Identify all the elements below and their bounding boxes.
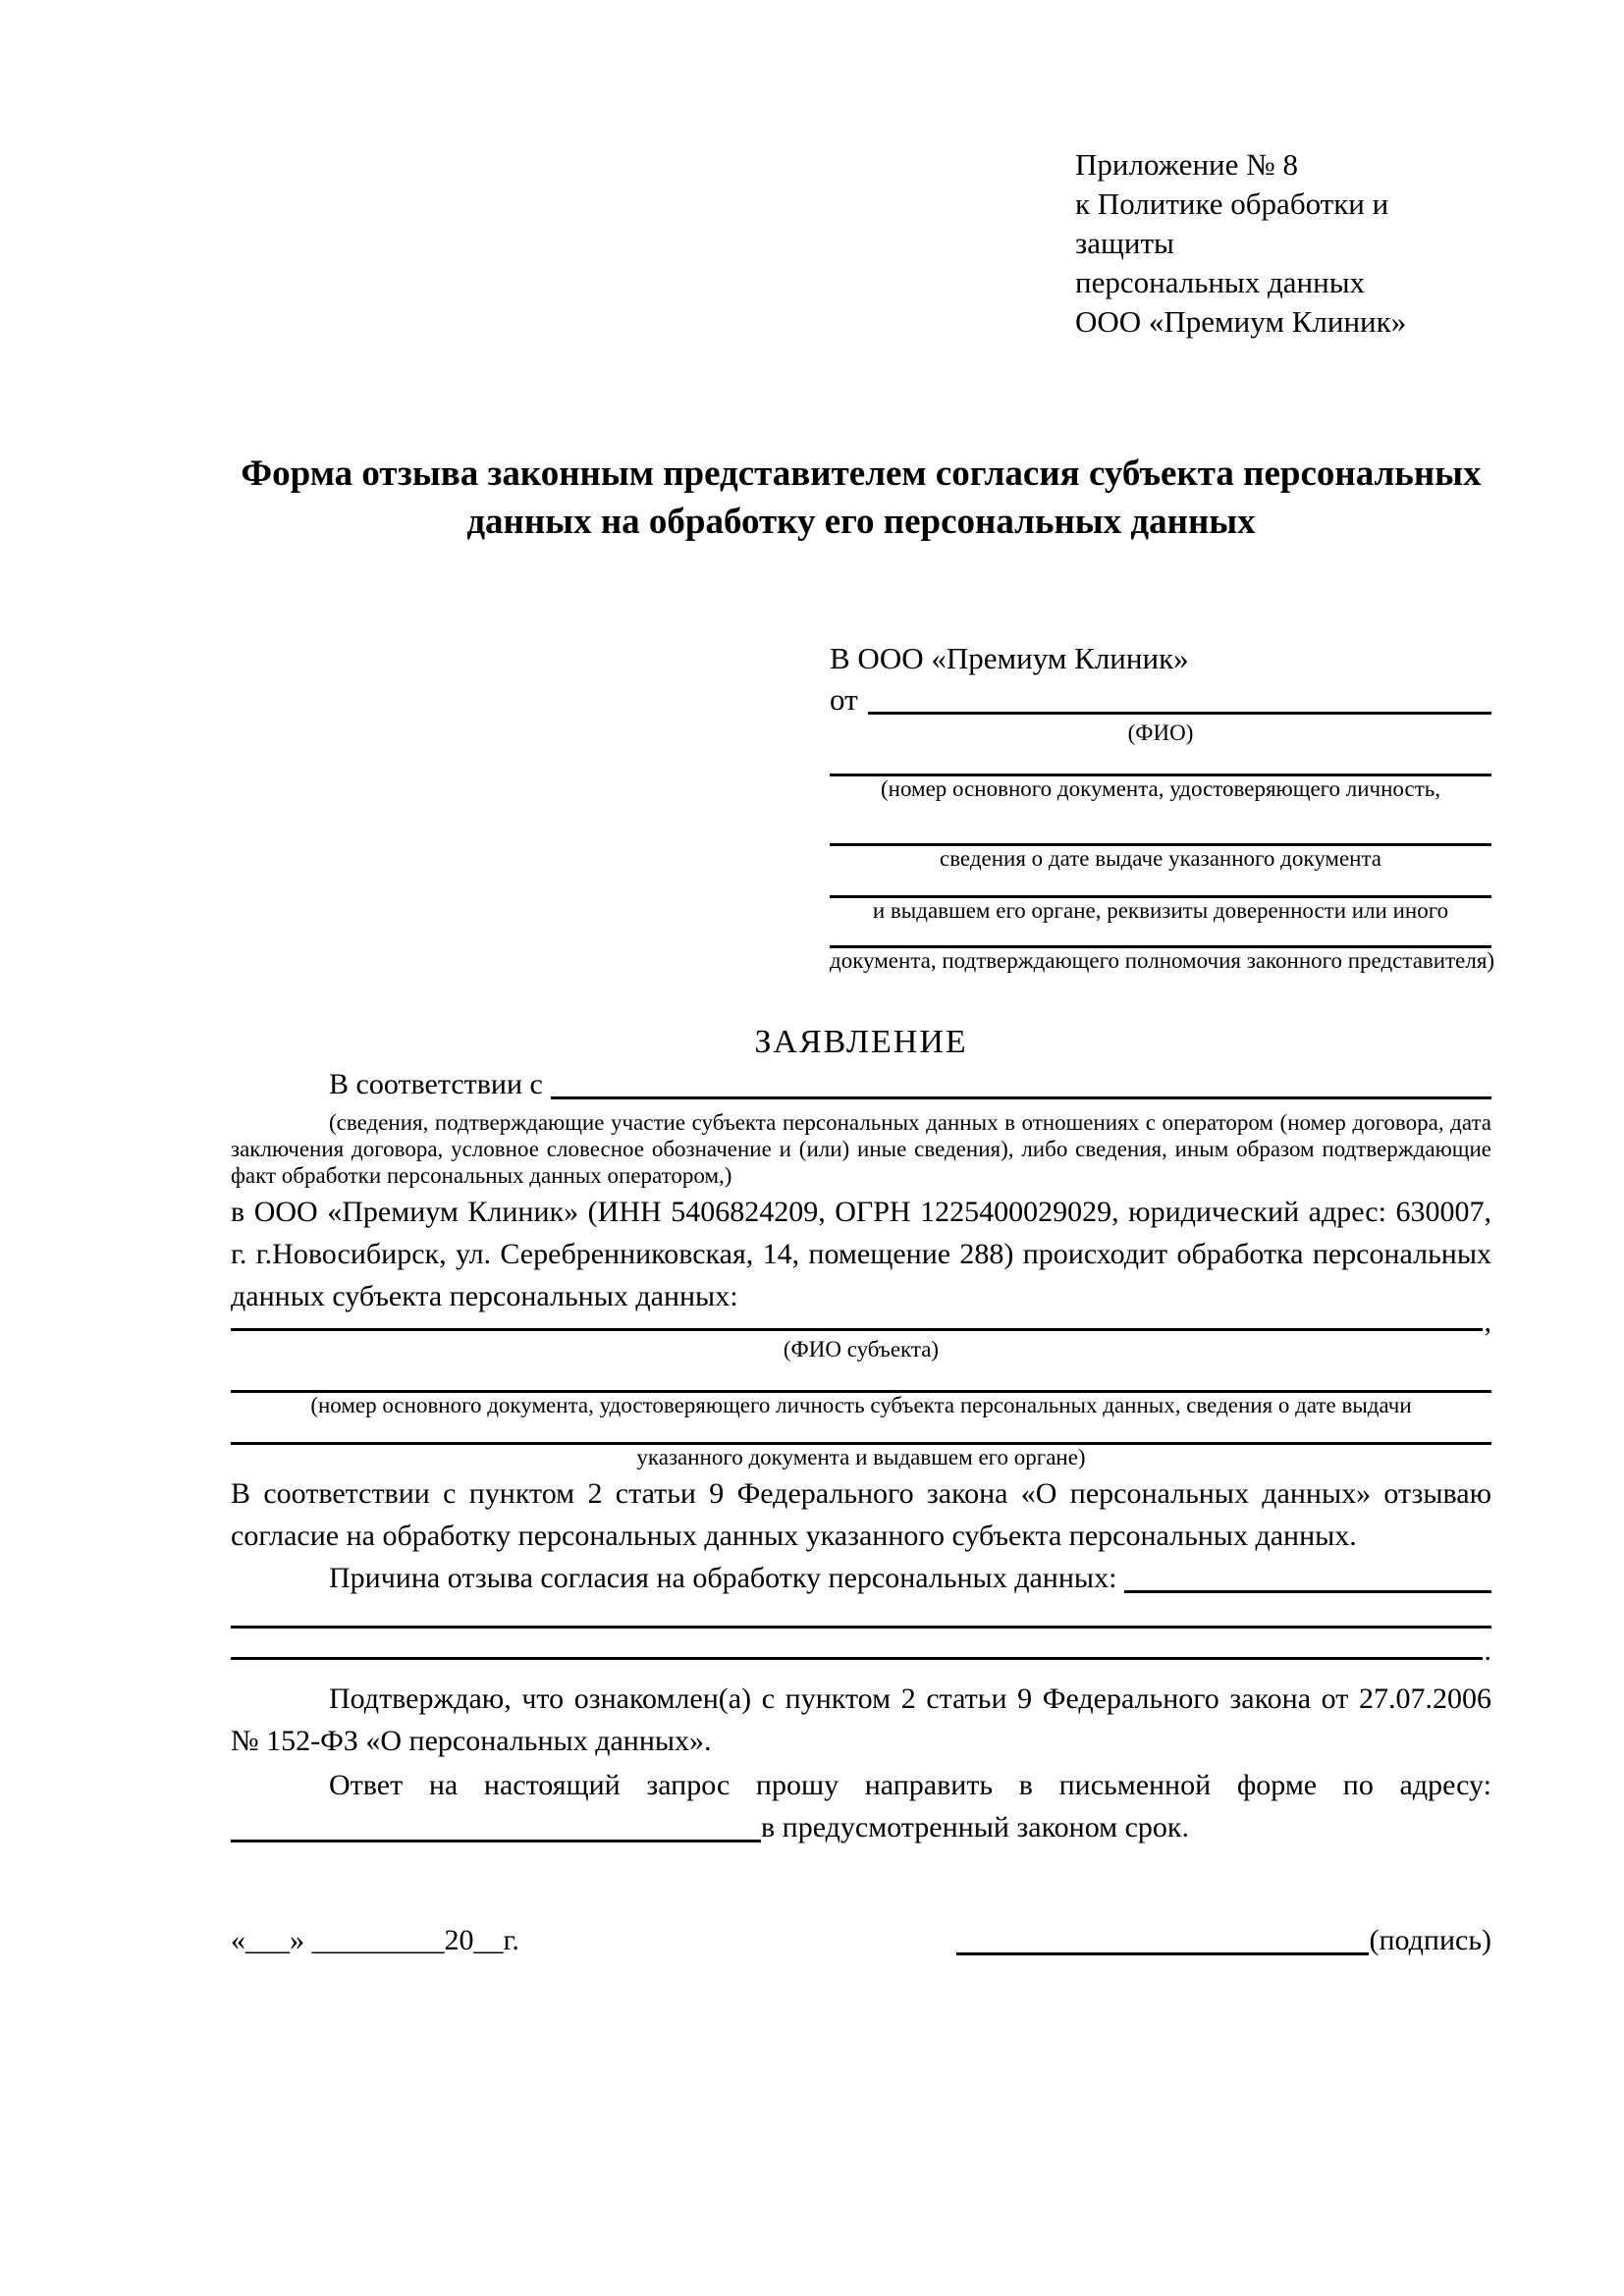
basis-row [231, 1063, 1491, 1105]
date-blank: «___» _________20__г. [231, 1924, 519, 1956]
basis-label: В соответствии с [329, 1068, 543, 1100]
annex-line: персональных данных [1075, 265, 1366, 299]
subject-document-blank-line [231, 1362, 1491, 1393]
reason-label: Причина отзыва согласия на обработку персональных данных: [329, 1562, 1117, 1594]
authority-document-blank-line [830, 924, 1491, 948]
trailing-comma: , [1484, 1306, 1491, 1338]
from-row [830, 679, 1491, 721]
trailing-period: . [1484, 1634, 1491, 1667]
footer-row [231, 1919, 1491, 1961]
operator-paragraph: в ООО «Премиум Клиник» (ИНН 5406824209, ОГРН 1225400029029, юридический адрес: 630007, г. г.Новосибирск, ул. Серебренниковская, 14, помещение 288) происходит обработка персональных данных субъекта персональных данных: [231, 1196, 1491, 1312]
annex-line: к Политике обработки и защиты [1075, 187, 1389, 260]
document-number-caption: (номер основного документа, удостоверяющего личность, [880, 776, 1440, 801]
subject-issuer-blank-line [231, 1418, 1491, 1445]
signature-blank-line [956, 1952, 1369, 1955]
reason-blank-line-2 [231, 1600, 1491, 1629]
reply-tail: в предусмотренный законом срок. [761, 1811, 1189, 1843]
subject-issuer-caption: указанного документа и выдавшем его органе) [636, 1445, 1086, 1469]
issue-date-caption: сведения о дате выдаче указанного документа [939, 846, 1382, 871]
addressee-to: В ООО «Премиум Клиник» [830, 641, 1189, 675]
annex-header [1075, 145, 1491, 342]
signature-caption: (подпись) [1369, 1924, 1491, 1956]
document-title: Форма отзыва законным представителем согласия субъекта персональных данных на обработку его персональных данных [241, 454, 1482, 542]
issuing-authority-caption: и выдавшем его органе, реквизиты доверенности или иного [872, 898, 1449, 923]
issue-date-blank-line [830, 802, 1491, 846]
addressee-block [830, 638, 1495, 974]
document-number-blank-line [830, 746, 1491, 776]
withdrawal-paragraph: В соответствии с пунктом 2 статьи 9 Федерального закона «О персональных данных» отзываю согласие на обработку персональных данных указанного субъекта персональных данных. [231, 1477, 1491, 1552]
reason-blank-line-3-rule [231, 1657, 1483, 1660]
statement-heading: ЗАЯВЛЕНИЕ [754, 1024, 968, 1060]
reason-blank-line-3 [231, 1629, 1491, 1666]
authority-document-caption: документа, подтверждающего полномочия законного представителя) [830, 948, 1495, 973]
subject-document-caption: (номер основного документа, удостоверяющего личность субъекта персональных данных, сведения о дате выдачи [310, 1393, 1412, 1417]
address-blank-line [231, 1806, 761, 1842]
basis-blank-line [551, 1063, 1491, 1099]
subject-fio-caption: (ФИО субъекта) [783, 1337, 940, 1362]
subject-fio-row [231, 1306, 1491, 1338]
annex-line: Приложение № 8 [1075, 147, 1298, 182]
reason-row [231, 1557, 1491, 1599]
from-label: от [830, 682, 858, 717]
signature-group [956, 1919, 1491, 1961]
reply-address-row [231, 1806, 1491, 1848]
annex-line: ООО «Премиум Клиник» [1075, 304, 1407, 339]
basis-caption: (сведения, подтверждающие участие субъекта персональных данных в отношениях с оператором (номер договора, дата заключения договора, условное словесное обозначение и (или) иные сведения), либо сведения, иным образом подтверждающие факт обработки персональных данных оператором,) [231, 1110, 1491, 1188]
issuing-authority-blank-line [830, 872, 1491, 898]
fio-blank-line [868, 679, 1491, 715]
confirm-paragraph: Подтверждаю, что ознакомлен(а) с пунктом 2 статьи 9 Федерального закона от 27.07.2006 № 152-ФЗ «О персональных данных». [231, 1682, 1491, 1757]
subject-fio-blank-line [231, 1328, 1483, 1331]
fio-caption: (ФИО) [1127, 721, 1194, 745]
reason-blank-line [1124, 1557, 1491, 1593]
reply-paragraph: Ответ на настоящий запрос прошу направить в письменной форме по адресу: [329, 1769, 1491, 1801]
